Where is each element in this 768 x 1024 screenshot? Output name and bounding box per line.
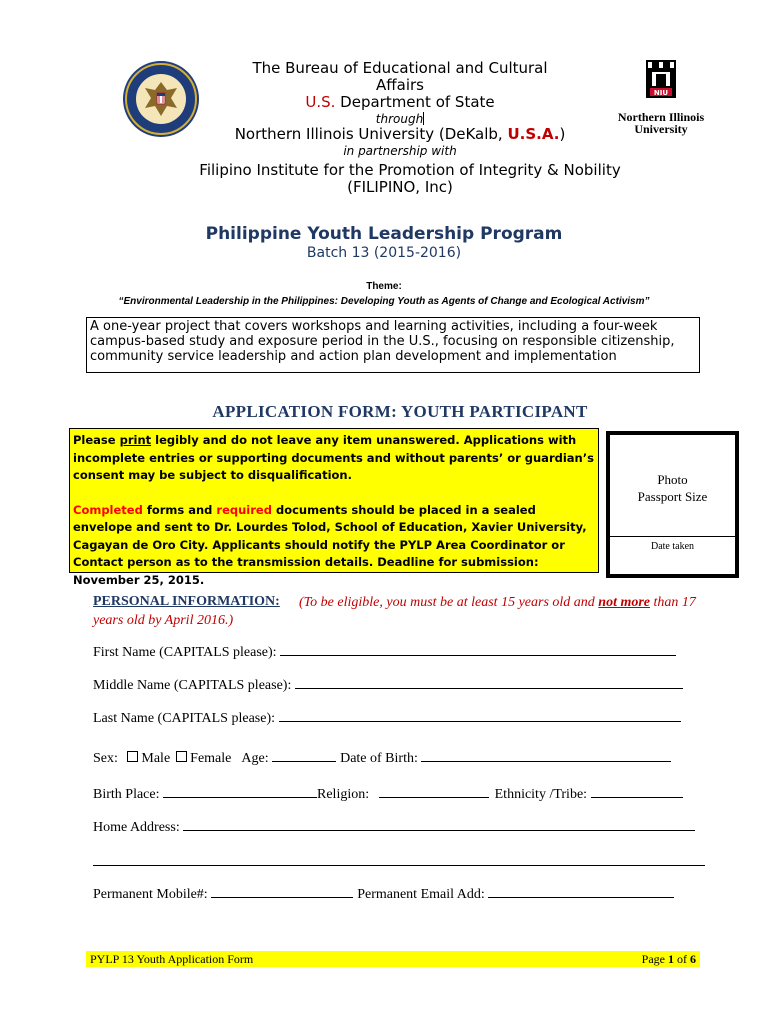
notice-completed-word: Completed — [73, 502, 143, 517]
first-name-row — [93, 643, 676, 661]
mobile-field[interactable] — [211, 885, 353, 898]
birth-place-label: Birth Place: — [93, 787, 163, 802]
notice-paragraph-1 — [73, 432, 595, 485]
footer-page-number — [642, 951, 696, 967]
photo-divider — [610, 536, 735, 537]
religion-label: Religion: — [317, 787, 373, 802]
header-niu-loc-open: (DeKalb, — [434, 125, 508, 143]
photo-label-line1: Photo — [657, 472, 688, 487]
home-address-label: Home Address: — [93, 820, 184, 835]
page-footer — [86, 951, 700, 967]
header-bureau-line2: Affairs — [376, 76, 424, 94]
header-dept-state — [200, 94, 600, 111]
last-name-row — [93, 709, 681, 727]
photo-label — [610, 471, 735, 505]
notice-print-word: print — [119, 433, 152, 447]
svg-text:University: University — [634, 122, 688, 136]
header-bureau-line1: The Bureau of Educational and Cultural — [252, 59, 548, 77]
note-text: (To be eligible, you must be at least 15 years old and — [299, 595, 599, 610]
notice-text: forms and — [142, 502, 217, 517]
photo-label-line2: Passport Size — [637, 489, 708, 504]
middle-name-field[interactable] — [295, 676, 683, 689]
photo-box[interactable] — [606, 431, 739, 578]
male-checkbox[interactable] — [127, 751, 138, 762]
personal-info-heading: PERSONAL INFORMATION: — [93, 594, 280, 609]
theme-label: Theme: — [366, 281, 402, 292]
header-niu-loc-close: ) — [559, 125, 566, 143]
birth-place-field[interactable] — [163, 785, 317, 798]
footer-page-current: 1 — [668, 952, 674, 966]
age-field[interactable] — [272, 749, 336, 762]
middle-name-label: Middle Name (CAPITALS please): — [93, 678, 295, 693]
header-usa: U.S.A. — [507, 125, 560, 143]
text-cursor — [423, 112, 424, 125]
sex-label: Sex: — [93, 751, 122, 766]
header-through-text: through — [375, 112, 424, 126]
svg-text:Northern Illinois: Northern Illinois — [617, 110, 705, 124]
mobile-email-row — [93, 885, 674, 903]
email-label: Permanent Email Add: — [357, 887, 489, 902]
home-address-row — [93, 818, 695, 836]
header-filipino-line2: (FILIPINO, Inc) — [347, 178, 453, 196]
first-name-label: First Name (CAPITALS please): — [93, 645, 281, 660]
dob-label: Date of Birth: — [340, 751, 422, 766]
instructions-notice — [69, 428, 599, 587]
photo-date-taken: Date taken — [650, 541, 695, 552]
personal-info-eligibility-note — [93, 594, 723, 630]
header-us: U.S. — [305, 93, 336, 111]
program-description-box — [86, 317, 700, 373]
ethnicity-label: Ethnicity /Tribe: — [494, 787, 591, 802]
footer-of-word: of — [674, 952, 690, 966]
email-field[interactable] — [488, 885, 674, 898]
program-description: A one-year project that covers workshops and learning activities, including a four-week campus-based study and exposure period in the U.S., focusing on responsible citizenship, community service leadership and action plan development and implementation — [90, 319, 675, 364]
home-address-field[interactable] — [183, 818, 695, 831]
notice-text: legibly and do not leave any item unanswered. Applications with incomplete entries or supporting documents and without parents’ or guardian’s consent may be subject to disqualification. — [73, 433, 594, 482]
religion-field[interactable] — [379, 785, 489, 798]
male-label: Male — [141, 751, 171, 766]
program-title: Philippine Youth Leadership Program — [205, 224, 563, 244]
notice-text: Please — [73, 433, 120, 447]
header-dept-state-text: Department of State — [335, 93, 495, 111]
birthplace-religion-ethnicity-row — [93, 785, 683, 803]
female-checkbox[interactable] — [176, 751, 187, 762]
notice-text: documents should be placed in a sealed envelope and sent to Dr. Lourdes Tolod, School of Education, Xavier University, Cagayan de Oro City. Applicants should notify the PYLP Area Coordinator or Contact person as to the transmission details. — [73, 502, 587, 569]
note-text: than 17 years old by April 2016.) — [93, 595, 696, 628]
notice-deadline: Deadline for submission: November 25, 2015. — [73, 555, 539, 587]
last-name-label: Last Name (CAPITALS please): — [93, 711, 279, 726]
note-not-more: not more — [598, 595, 651, 610]
first-name-field[interactable] — [280, 643, 676, 656]
svg-text:NIU: NIU — [653, 89, 669, 97]
footer-page-word: Page — [641, 952, 668, 966]
program-batch: Batch 13 (2015-2016) — [306, 245, 462, 261]
dob-field[interactable] — [421, 749, 671, 762]
application-form-title: APPLICATION FORM: YOUTH PARTICIPANT — [212, 402, 588, 421]
age-label: Age: — [241, 751, 273, 766]
niu-logo — [606, 58, 722, 140]
footer-page-total: 6 — [690, 952, 696, 966]
middle-name-row — [93, 676, 683, 694]
header-partnership: in partnership with — [343, 144, 457, 158]
sex-age-dob-row — [93, 749, 671, 767]
header-filipino-line1: Filipino Institute for the Promotion of Integrity & Nobility — [199, 161, 621, 179]
notice-required-word: required — [216, 502, 272, 517]
ethnicity-field[interactable] — [591, 785, 683, 798]
spacer — [73, 485, 595, 502]
home-address-field-line2[interactable] — [93, 865, 705, 866]
footer-form-name: PYLP 13 Youth Application Form — [90, 952, 254, 966]
last-name-field[interactable] — [279, 709, 681, 722]
female-label: Female — [190, 751, 232, 766]
theme-text: “Environmental Leadership in the Philippines: Developing Youth as Agents of Change and Ecological Activism” — [118, 296, 650, 307]
department-of-state-seal — [122, 60, 200, 138]
header-niu — [200, 126, 600, 143]
header-niu-name: Northern Illinois University — [234, 125, 435, 143]
notice-paragraph-2 — [73, 502, 595, 590]
mobile-label: Permanent Mobile#: — [93, 887, 212, 902]
